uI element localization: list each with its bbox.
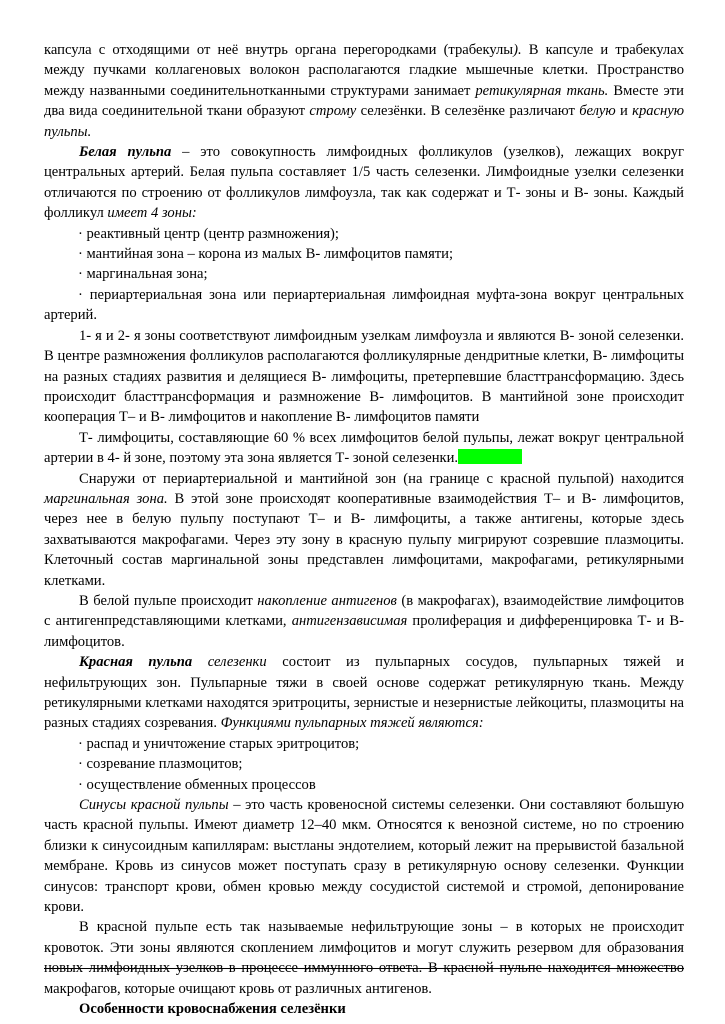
zone-item: · мантийная зона – корона из малых В- лимфоцитов памяти; xyxy=(78,246,454,263)
paragraph-t-zone: Т- лимфоциты, составляющие 60 % всех лимфоцитов белой пульпы, лежат вокруг центральной артерии в 4- й зоне, поэтому эта зона является Т- зоной селезенки. xyxy=(44,429,684,467)
paragraph-marginal-zone: Снаружи от периартериальной и мантийной зон (на границе с красной пульпой) находится маргинальная зона. В этой зоне происходят кооперативные взаимодействия Т– и В- лимфоцитов, через нее в белую пульпу поступают Т– и В- лимфоциты, а также антигены, которые здесь захватываются макрофагами. Через эту зону в красную пульпу мигрируют созревшие плазмоциты. Клеточный состав маргинальной зоны представлен лимфоцитами, макрофагами, ретикулярными клетками. xyxy=(44,470,684,589)
section-heading: Особенности кровоснабжения селезёнки xyxy=(79,1001,346,1018)
zone-item: · маргинальная зона; xyxy=(78,266,208,283)
function-item: · распад и уничтожение старых эритроцитов; xyxy=(78,735,360,752)
paragraph-capsule: капсула с отходящими от неё внутрь органа перегородками (трабекулы). В капсуле и трабекулах между пучками коллагеновых волокон располагаются гладкие мышечные клетки. Пространство между названными соединительнотканными структурами занимает ретикулярная ткань. Вместе эти два вида соединительной ткани образуют строму селезёнки. В селезёнке различают белую и красную пульпы. xyxy=(44,42,685,140)
paragraph-b-zone: 1- я и 2- я зоны соответствуют лимфоидным узелкам лимфоузла и являются В- зоной селезенки. В центре размножения фолликулов располагаются фолликулярные дендритные клетки, В- лимфоциты на разных стадиях развития и делящиеся В- лимфоциты, претерпевшие бласттрансформацию. Здесь происходит бласттрансформация и размножение В- лимфоцитов. В мантийной зоне происходит кооперация Т– и В- лимфоцитов и накопление В- лимфоцитов памяти xyxy=(44,327,684,426)
zone-item: · периартериальная зона или периартериальная лимфоидная муфта-зона вокруг центральных артерий. xyxy=(44,286,684,324)
zone-item: · реактивный центр (центр размножения); xyxy=(78,225,339,242)
paragraph-sinuses: Синусы красной пульпы – это часть кровеносной системы селезенки. Они составляют большую часть красной пульпы. Имеют диаметр 12–40 мкм. Относятся к венозной системе, но по строению близки к синусоидным капиллярам: выстланы эндотелием, который лежит на прерывистой базальной мембране. Кровь из синусов может поступать сразу в ретикулярную основу селезенки. Функции синусов: транспорт крови, обмен кровью между сосудистой системой и стромой, депонирование крови. xyxy=(44,797,684,916)
page-divider xyxy=(44,968,684,969)
highlight-mark xyxy=(458,449,522,464)
term-red-pulp: Красная пульпа xyxy=(79,654,193,671)
paragraph-nonfiltering-zones: В красной пульпе есть так называемые нефильтрующие зоны – в которых не происходит кровоток. Эти зоны являются скоплением лимфоцитов и могут служить резервом для образования новых лимфоидных узелков в процессе иммунного ответа. В красной пульпе находится множество макрофагов, которые очищают кровь от различных антигенов. xyxy=(44,919,684,997)
paragraph-red-pulp: Красная пульпа селезенки состоит из пульпарных сосудов, пульпарных тяжей и нефильтрующих зон. Пульпарные тяжи в своей основе содержат ретикулярную ткань. Между ретикулярными клетками находятся эритроциты, зернистые и незернистые лейкоциты, плазмоциты на разных стадиях созревания. Функциями пульпарных тяжей являются: xyxy=(44,654,685,732)
function-item: · созревание плазмоцитов; xyxy=(78,756,243,773)
function-item: · осуществление обменных процессов xyxy=(78,776,316,793)
paragraph-antigens: В белой пульпе происходит накопление антигенов (в макрофагах), взаимодействие лимфоцитов с антигенпредставляющими клетками, антигензависимая пролиферация и дифференцировка Т- и В- лимфоцитов. xyxy=(44,592,684,650)
document-page xyxy=(44,40,684,1020)
term-white-pulp: Белая пульпа xyxy=(79,144,172,161)
paragraph-white-pulp: Белая пульпа – это совокупность лимфоидных фолликулов (узелков), лежащих вокруг центральных артерий. Белая пульпа составляет 1/5 часть селезенки. Лимфоидные узелки селезенки отличаются по строению от фолликулов лимфоузла, так как содержат и Т- зоны и В- зоны. Каждый фолликул имеет 4 зоны: xyxy=(44,144,684,222)
